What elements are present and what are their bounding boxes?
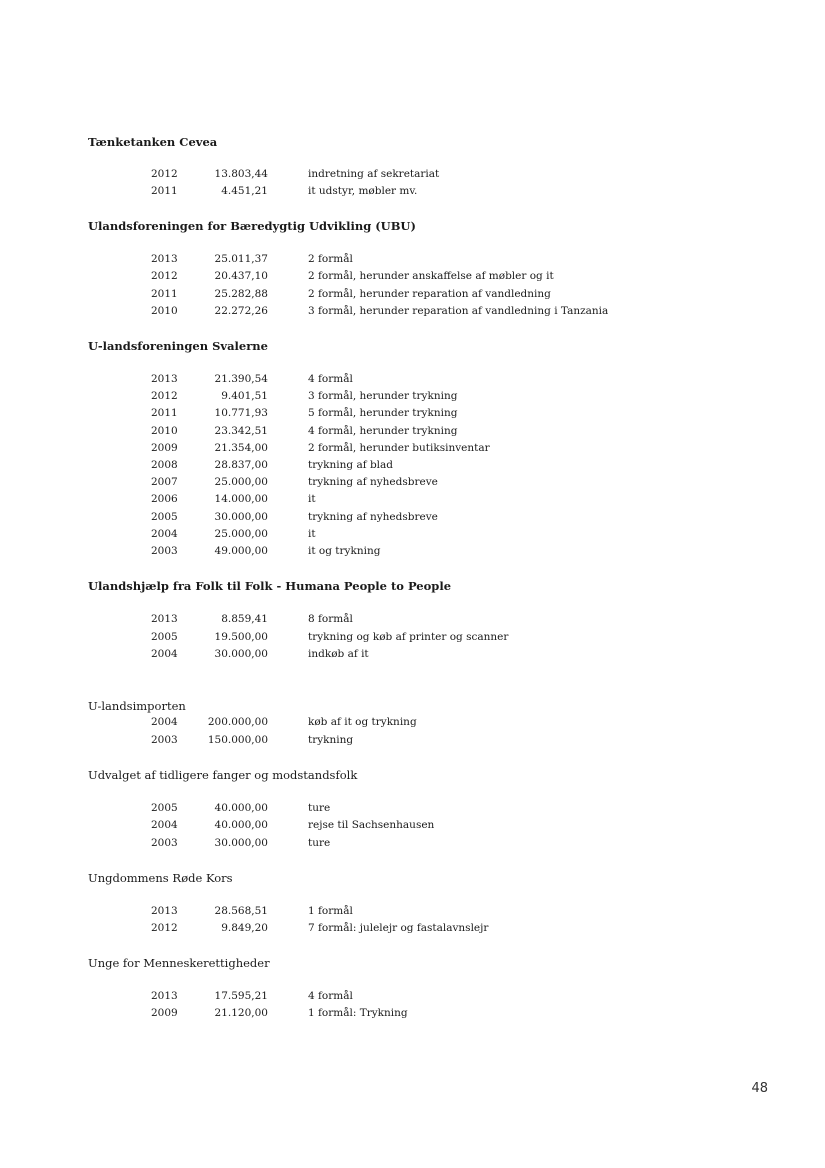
grant-amount: 150.000,00	[207, 734, 268, 746]
grant-purpose: køb af it og trykning	[308, 716, 417, 728]
grant-year: 2009	[151, 1007, 178, 1019]
organization-name: Ulandsforeningen for Bæredygtig Udvikling (UBU)	[88, 219, 416, 233]
grant-year: 2011	[151, 407, 178, 419]
grant-row	[0, 407, 825, 424]
grant-amount: 9.849,20	[221, 922, 268, 934]
grant-amount: 21.354,00	[214, 442, 268, 454]
grant-amount: 13.803,44	[214, 168, 268, 180]
grant-year: 2006	[151, 493, 178, 505]
grant-purpose: 7 formål: julelejr og fastalavnslejr	[308, 922, 489, 934]
grant-row	[0, 288, 825, 305]
grant-row	[0, 305, 825, 322]
grant-amount: 22.272,26	[214, 305, 268, 317]
grant-row	[0, 425, 825, 442]
grant-row	[0, 168, 825, 185]
organization-name: Udvalget af tidligere fanger og modstandsfolk	[88, 768, 358, 782]
grant-row	[0, 373, 825, 390]
grant-amount: 14.000,00	[214, 493, 268, 505]
grant-year: 2005	[151, 802, 178, 814]
grant-year: 2013	[151, 613, 178, 625]
grant-row	[0, 545, 825, 562]
grant-purpose: trykning af blad	[308, 459, 394, 471]
page-number: 48	[751, 1081, 768, 1096]
grant-purpose: trykning af nyhedsbreve	[308, 476, 438, 488]
grant-row	[0, 613, 825, 630]
grant-year: 2011	[151, 288, 178, 300]
grant-year: 2005	[151, 511, 178, 523]
grant-amount: 17.595,21	[214, 990, 268, 1002]
grant-purpose: 2 formål, herunder butiksinventar	[308, 442, 490, 454]
grant-row	[0, 459, 825, 476]
grant-amount: 30.000,00	[214, 511, 268, 523]
grant-year: 2004	[151, 819, 178, 831]
grant-year: 2003	[151, 837, 178, 849]
grant-year: 2013	[151, 373, 178, 385]
grant-year: 2013	[151, 253, 178, 265]
grant-amount: 20.437,10	[214, 270, 268, 282]
grant-row	[0, 442, 825, 459]
grant-purpose: 1 formål	[308, 905, 353, 917]
grant-amount: 30.000,00	[214, 648, 268, 660]
organization-name: Tænketanken Cevea	[88, 135, 218, 149]
grant-row	[0, 922, 825, 939]
grant-amount: 21.390,54	[214, 373, 268, 385]
grant-amount: 200.000,00	[207, 716, 268, 728]
grant-purpose: 3 formål, herunder reparation af vandledning i Tanzania	[308, 305, 609, 317]
grant-amount: 19.500,00	[214, 631, 268, 643]
grant-amount: 28.568,51	[214, 905, 268, 917]
grant-amount: 9.401,51	[221, 390, 268, 402]
organization-name: Unge for Menneskerettigheder	[88, 956, 270, 970]
grant-row	[0, 819, 825, 836]
grant-purpose: indkøb af it	[308, 648, 369, 660]
grant-purpose: 2 formål	[308, 253, 353, 265]
grant-amount: 25.282,88	[214, 288, 268, 300]
grant-amount: 10.771,93	[214, 407, 268, 419]
grant-row	[0, 802, 825, 819]
grant-purpose: 1 formål: Trykning	[308, 1007, 408, 1019]
grant-purpose: 4 formål	[308, 373, 353, 385]
grant-amount: 23.342,51	[214, 425, 268, 437]
grant-purpose: rejse til Sachsenhausen	[308, 819, 435, 831]
organization-name: U-landsforeningen Svalerne	[88, 339, 268, 353]
grant-year: 2004	[151, 528, 178, 540]
grant-year: 2004	[151, 716, 178, 728]
grant-row	[0, 270, 825, 287]
grant-year: 2005	[151, 631, 178, 643]
grant-amount: 28.837,00	[214, 459, 268, 471]
grant-purpose: 8 formål	[308, 613, 353, 625]
grant-purpose: trykning	[308, 734, 354, 746]
grant-row	[0, 476, 825, 493]
grant-amount: 49.000,00	[214, 545, 268, 557]
grant-row	[0, 990, 825, 1007]
grant-year: 2012	[151, 168, 178, 180]
grant-row	[0, 1007, 825, 1024]
grant-year: 2012	[151, 270, 178, 282]
grant-row	[0, 493, 825, 510]
grant-row	[0, 528, 825, 545]
grant-row	[0, 905, 825, 922]
grant-row	[0, 631, 825, 648]
organization-name: U-landsimporten	[88, 699, 186, 713]
grant-amount: 40.000,00	[214, 819, 268, 831]
grant-row	[0, 511, 825, 528]
grant-year: 2012	[151, 390, 178, 402]
grant-purpose: 2 formål, herunder reparation af vandledning	[308, 288, 551, 300]
grant-purpose: indretning af sekretariat	[308, 168, 440, 180]
grant-purpose: 3 formål, herunder trykning	[308, 390, 458, 402]
grant-purpose: 4 formål	[308, 990, 353, 1002]
grant-purpose: it	[308, 493, 316, 505]
grant-year: 2013	[151, 905, 178, 917]
grant-row	[0, 253, 825, 270]
grant-purpose: 2 formål, herunder anskaffelse af møbler og it	[308, 270, 554, 282]
grant-purpose: trykning og køb af printer og scanner	[308, 631, 509, 643]
grant-row	[0, 648, 825, 665]
grant-row	[0, 837, 825, 854]
organization-name: Ulandshjælp fra Folk til Folk - Humana People to People	[88, 579, 452, 593]
grant-amount: 40.000,00	[214, 802, 268, 814]
grant-year: 2009	[151, 442, 178, 454]
grant-purpose: it udstyr, møbler mv.	[308, 185, 418, 197]
grant-amount: 25.011,37	[214, 253, 268, 265]
grant-year: 2003	[151, 734, 178, 746]
grant-year: 2011	[151, 185, 178, 197]
grant-purpose: trykning af nyhedsbreve	[308, 511, 438, 523]
grant-purpose: it	[308, 528, 316, 540]
grant-amount: 8.859,41	[221, 613, 268, 625]
grant-purpose: ture	[308, 837, 331, 849]
grant-year: 2003	[151, 545, 178, 557]
grant-year: 2010	[151, 305, 178, 317]
grant-amount: 30.000,00	[214, 837, 268, 849]
grant-year: 2010	[151, 425, 178, 437]
grant-purpose: it og trykning	[308, 545, 381, 557]
grant-amount: 25.000,00	[214, 528, 268, 540]
grant-row	[0, 390, 825, 407]
organization-name: Ungdommens Røde Kors	[88, 871, 233, 885]
grant-year: 2013	[151, 990, 178, 1002]
grant-purpose: 5 formål, herunder trykning	[308, 407, 458, 419]
grant-year: 2012	[151, 922, 178, 934]
grant-amount: 25.000,00	[214, 476, 268, 488]
grant-row	[0, 734, 825, 751]
grant-purpose: ture	[308, 802, 331, 814]
grant-year: 2007	[151, 476, 178, 488]
grant-year: 2004	[151, 648, 178, 660]
grant-amount: 21.120,00	[214, 1007, 268, 1019]
grant-purpose: 4 formål, herunder trykning	[308, 425, 458, 437]
grant-year: 2008	[151, 459, 178, 471]
grant-row	[0, 716, 825, 733]
grant-row	[0, 185, 825, 202]
grant-amount: 4.451,21	[221, 185, 268, 197]
